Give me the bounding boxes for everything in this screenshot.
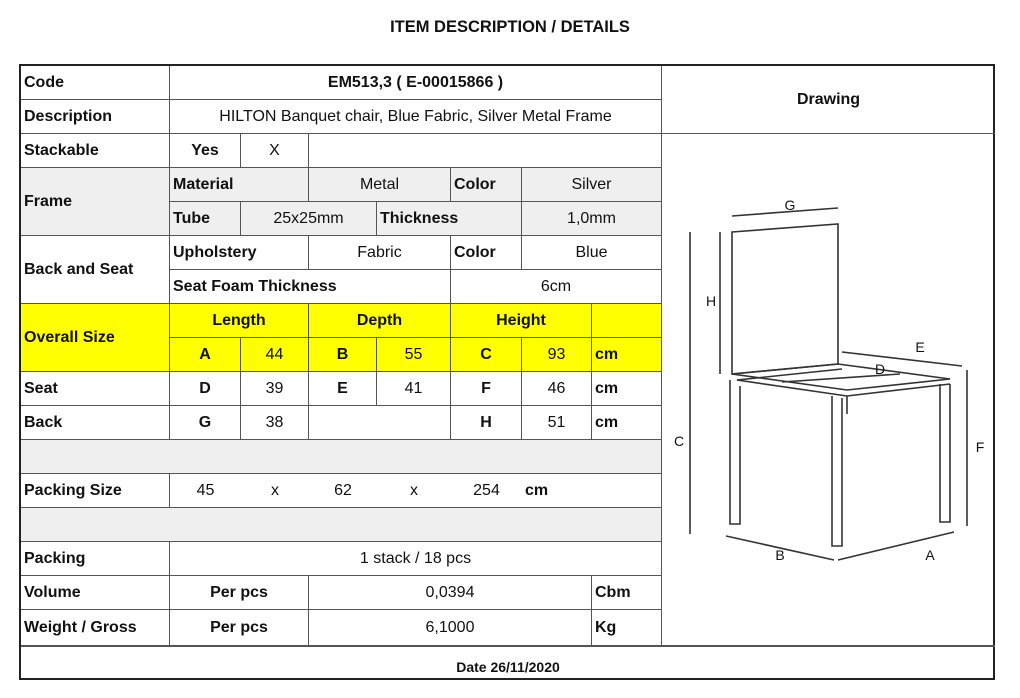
page-title: ITEM DESCRIPTION / DETAILS: [390, 18, 630, 36]
stackable-label: Stackable: [21, 134, 170, 168]
dim-a-key: A: [170, 338, 241, 372]
dim-e-value: 41: [377, 372, 451, 406]
back-label: Back: [21, 406, 170, 440]
foam-label: Seat Foam Thickness: [170, 270, 451, 304]
drawing-label-c: C: [673, 433, 685, 449]
packing-value: 1 stack / 18 pcs: [170, 542, 662, 576]
dim-d-value: 39: [241, 372, 309, 406]
item-details-sheet: [19, 64, 995, 680]
back-empty: [309, 406, 451, 440]
spacer-row-1: [21, 440, 662, 474]
dim-f-key: F: [451, 372, 522, 406]
foam-value: 6cm: [451, 270, 662, 304]
drawing-label-g: G: [784, 197, 796, 213]
frame-material-value: Metal: [309, 168, 451, 202]
drawing-label-h: H: [705, 293, 717, 309]
drawing-label-e: E: [915, 339, 925, 355]
dim-b-value: 55: [377, 338, 451, 372]
spacer-row-2: [21, 508, 662, 542]
weight-per: Per pcs: [170, 610, 309, 646]
drawing-label-f: F: [975, 439, 985, 455]
chair-leg-front-right: [940, 384, 950, 522]
dim-c-key: C: [451, 338, 522, 372]
date-footer: Date 26/11/2020: [21, 646, 995, 680]
packing-label: Packing: [21, 542, 170, 576]
back-unit: cm: [592, 406, 662, 440]
frame-tube-value: 25x25mm: [241, 202, 377, 236]
chair-drawing: [662, 134, 995, 646]
dim-line-e: [842, 352, 962, 366]
stackable-yes: Yes: [170, 134, 241, 168]
drawing-label-b: B: [775, 547, 785, 563]
code-value: EM513,3 ( E-00015866 ): [170, 66, 662, 100]
volume-per: Per pcs: [170, 576, 309, 610]
stackable-mark: X: [241, 134, 309, 168]
weight-value: 6,1000: [309, 610, 592, 646]
chair-leg-front-left: [832, 396, 842, 546]
back-seat-label: Back and Seat: [21, 236, 170, 304]
frame-color-label: Color: [451, 168, 522, 202]
volume-value: 0,0394: [309, 576, 592, 610]
seat-unit: cm: [592, 372, 662, 406]
weight-unit: Kg: [592, 610, 662, 646]
chair-leg-back-left: [730, 380, 740, 524]
dim-e-key: E: [309, 372, 377, 406]
upholstery-color-value: Blue: [522, 236, 662, 270]
code-label: Code: [21, 66, 170, 100]
frame-color-value: Silver: [522, 168, 662, 202]
chair-backrest: [732, 224, 838, 374]
dim-h-value: 51: [522, 406, 592, 440]
packing-x-1: x: [241, 474, 309, 508]
packing-unit: cm: [522, 474, 662, 508]
weight-label: Weight / Gross: [21, 610, 170, 646]
drawing-header: Drawing: [662, 66, 995, 134]
volume-label: Volume: [21, 576, 170, 610]
height-label: Height: [451, 304, 592, 338]
volume-unit: Cbm: [592, 576, 662, 610]
dim-line-a: [838, 532, 954, 560]
overall-header-empty: [592, 304, 662, 338]
frame-label: Frame: [21, 168, 170, 236]
frame-tube-label: Tube: [170, 202, 241, 236]
dim-b-key: B: [309, 338, 377, 372]
frame-thickness-label: Thickness: [377, 202, 522, 236]
description-label: Description: [21, 100, 170, 134]
frame-thickness-value: 1,0mm: [522, 202, 662, 236]
description-value: HILTON Banquet chair, Blue Fabric, Silver Metal Frame: [170, 100, 662, 134]
upholstery-value: Fabric: [309, 236, 451, 270]
packing-depth: 62: [309, 474, 377, 508]
dim-a-value: 44: [241, 338, 309, 372]
dim-g-key: G: [170, 406, 241, 440]
stackable-empty: [309, 134, 662, 168]
packing-x-2: x: [377, 474, 451, 508]
overall-unit: cm: [592, 338, 662, 372]
dim-c-value: 93: [522, 338, 592, 372]
upholstery-label: Upholstery: [170, 236, 309, 270]
dim-h-key: H: [451, 406, 522, 440]
frame-material-label: Material: [170, 168, 309, 202]
drawing-label-d: D: [874, 361, 886, 377]
dim-d-key: D: [170, 372, 241, 406]
length-label: Length: [170, 304, 309, 338]
upholstery-color-label: Color: [451, 236, 522, 270]
packing-width: 45: [170, 474, 241, 508]
seat-label: Seat: [21, 372, 170, 406]
dim-g-value: 38: [241, 406, 309, 440]
depth-label: Depth: [309, 304, 451, 338]
packing-height: 254: [451, 474, 522, 508]
packing-size-label: Packing Size: [21, 474, 170, 508]
dim-f-value: 46: [522, 372, 592, 406]
overall-size-label: Overall Size: [21, 304, 170, 372]
drawing-label-a: A: [925, 547, 935, 563]
